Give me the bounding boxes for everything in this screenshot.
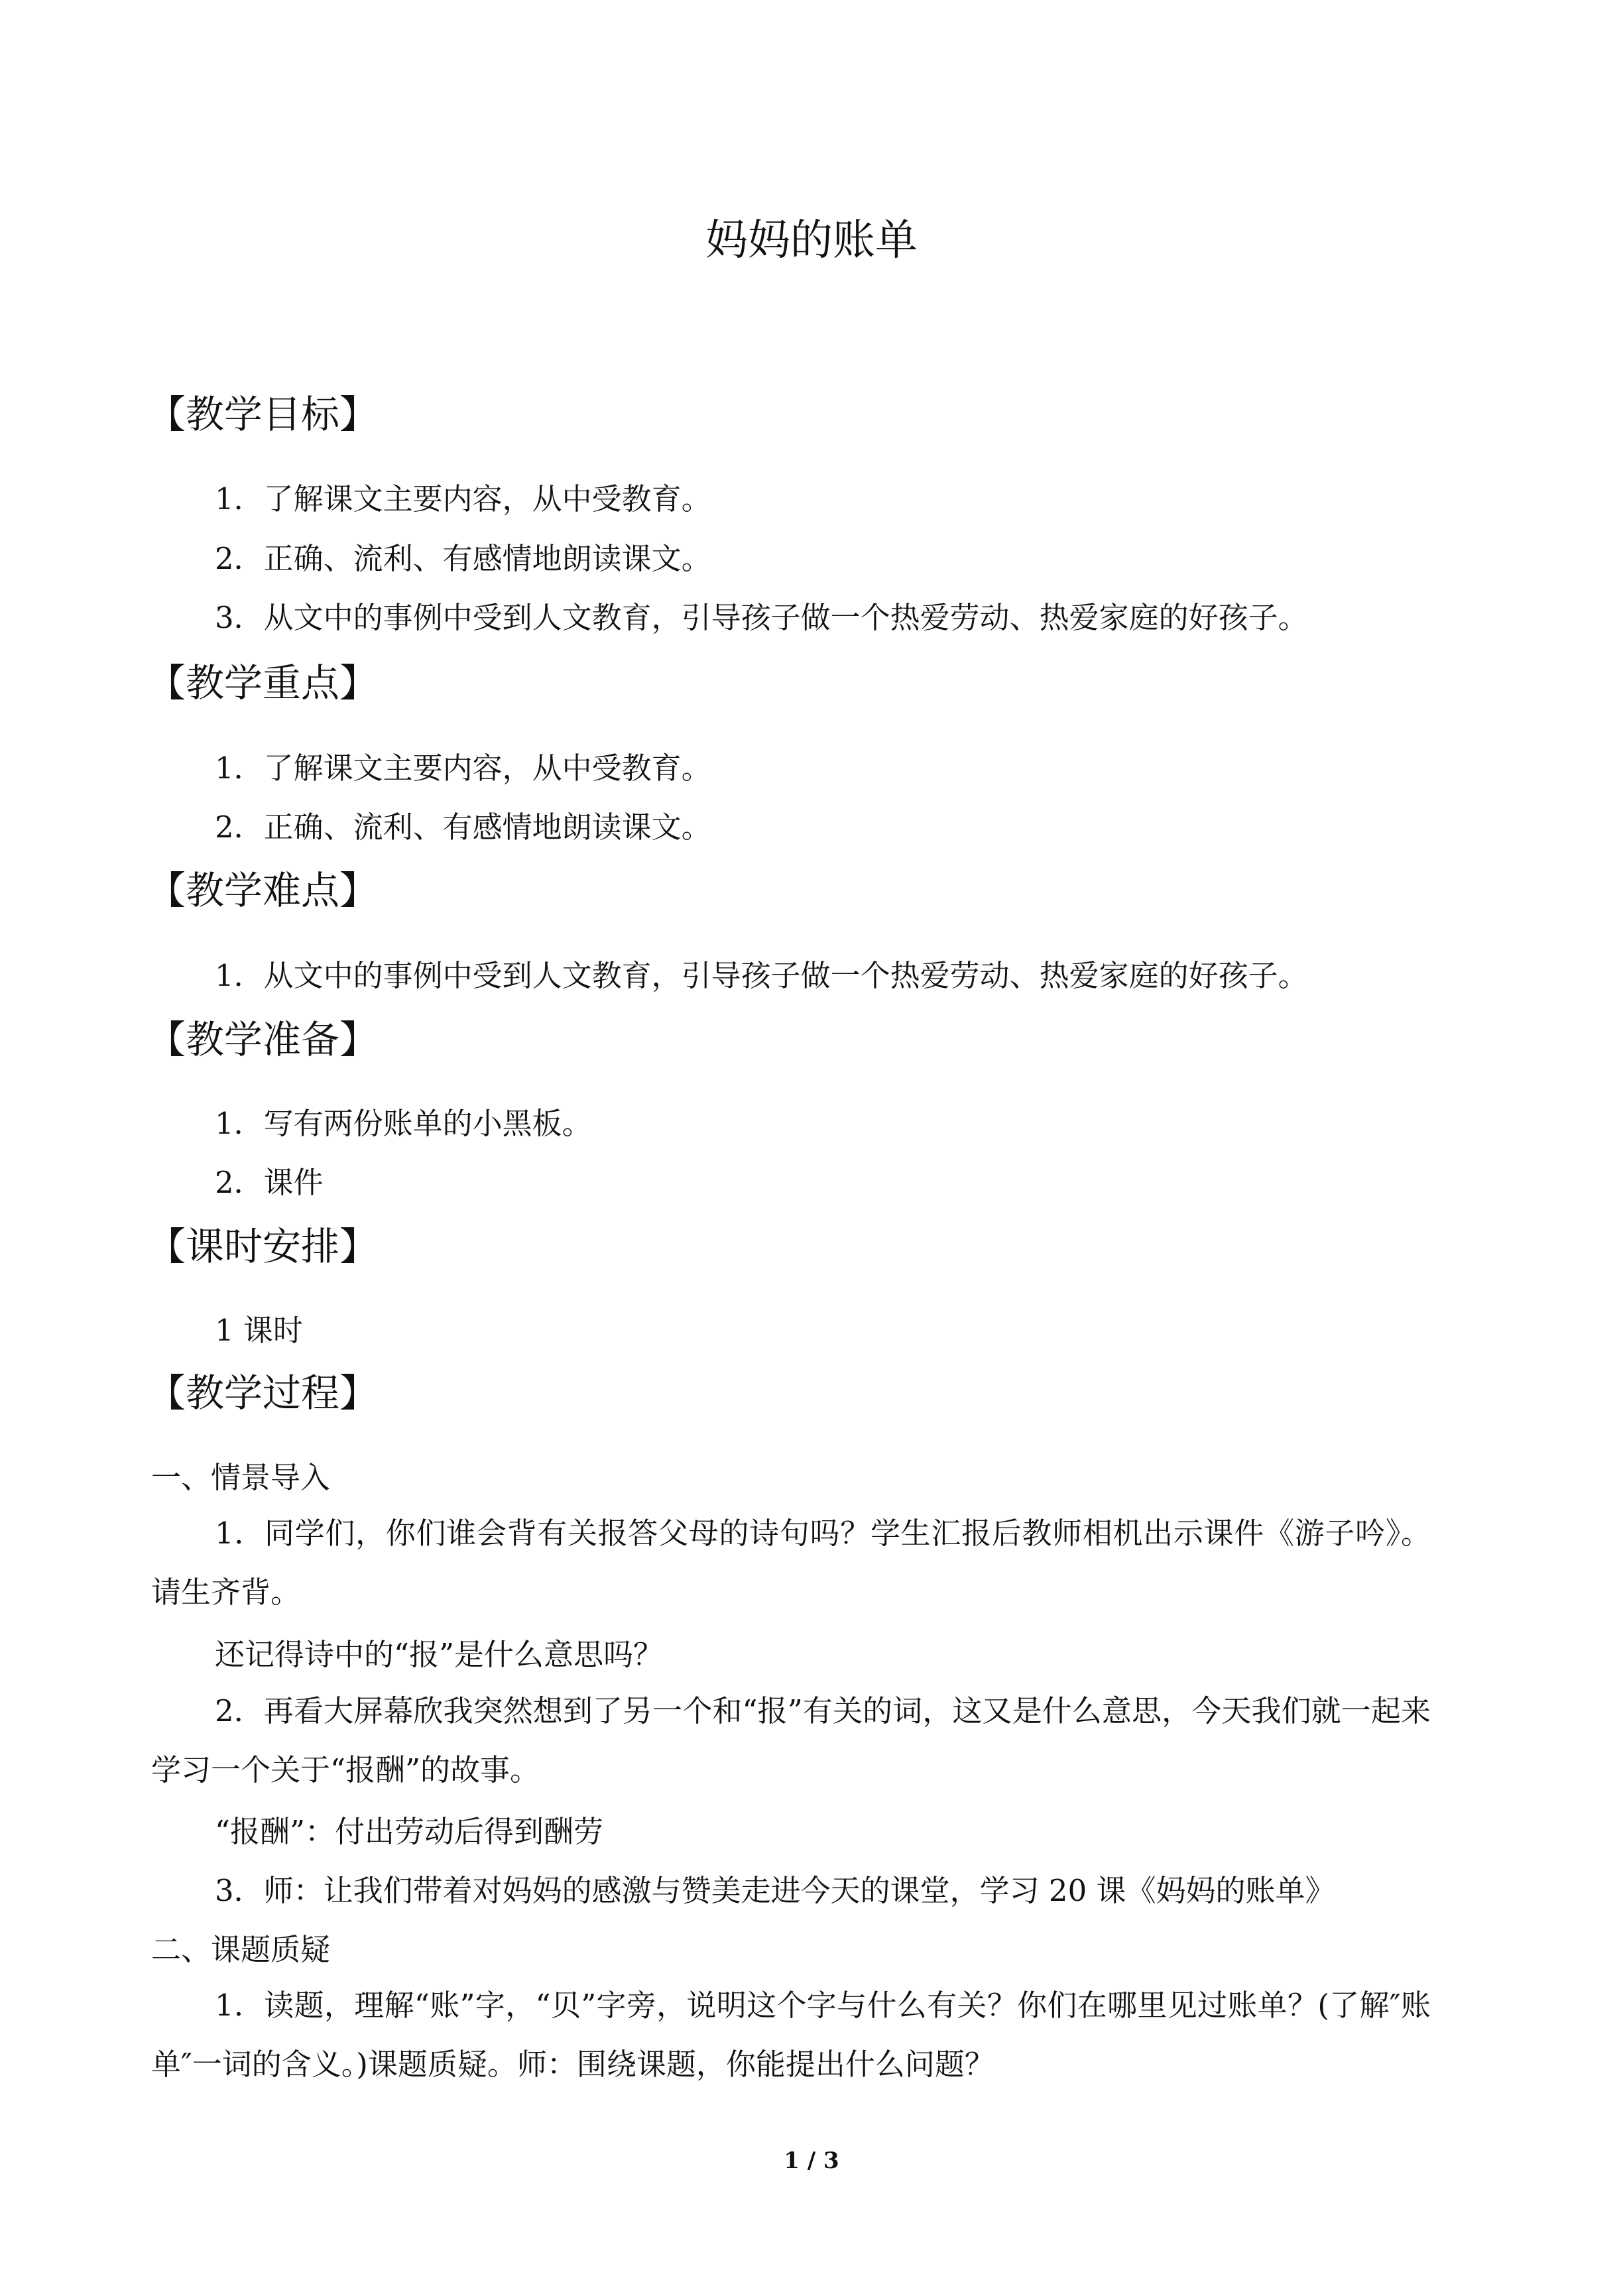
difficulties-heading: 【教学难点】 [147, 868, 379, 913]
section-title-1: 一、情景导入 [151, 1460, 331, 1495]
key-point-item-2: 2．正确、流利、有感情地朗读课文。 [215, 810, 711, 845]
preparation-item-2: 2．课件 [215, 1165, 324, 1200]
process-paragraph-6: 1．读题，理解“账”字，“贝”字旁，说明这个字与什么有关？你们在哪里见过账单？(了解″账单″一词的含义。)课题质疑。师：围绕课题，你能提出什么问题？ [151, 1988, 1431, 2082]
schedule-text: 1 课时 [215, 1313, 303, 1348]
process-paragraph-5: 3．师：让我们带着对妈妈的感激与赞美走进今天的课堂，学习 20 课《妈妈的账单》 [215, 1873, 1335, 1908]
preparation-item-1: 1．写有两份账单的小黑板。 [215, 1106, 592, 1141]
objective-item-2: 2．正确、流利、有感情地朗读课文。 [215, 541, 711, 576]
document-title: 妈妈的账单 [705, 216, 918, 265]
difficulty-item-1: 1．从文中的事例中受到人文教育，引导孩子做一个热爱劳动、热爱家庭的好孩子。 [215, 958, 1308, 993]
schedule-heading: 【课时安排】 [147, 1224, 379, 1269]
process-paragraph-3: 2．再看大屏幕欣我突然想到了另一个和“报”有关的词，这又是什么意思，今天我们就一起来学习一个关于“报酬”的故事。 [151, 1693, 1431, 1787]
key-point-item-1: 1．了解课文主要内容，从中受教育。 [215, 751, 711, 786]
objective-item-3: 3．从文中的事例中受到人文教育，引导孩子做一个热爱劳动、热爱家庭的好孩子。 [215, 600, 1308, 635]
page-number: 1 / 3 [784, 2147, 839, 2174]
process-paragraph-4: “报酬”：付出劳动后得到酬劳 [215, 1814, 604, 1849]
process-paragraph-1: 1．同学们，你们谁会背有关报答父母的诗句吗？学生汇报后教师相机出示课件《游子吟》。请生齐背。 [151, 1516, 1431, 1610]
key-points-heading: 【教学重点】 [147, 660, 379, 705]
process-paragraph-2: 还记得诗中的“报”是什么意思吗？ [215, 1637, 664, 1672]
section-title-2: 二、课题质疑 [151, 1932, 331, 1967]
preparation-heading: 【教学准备】 [147, 1017, 379, 1062]
objective-item-1: 1．了解课文主要内容，从中受教育。 [215, 481, 711, 516]
process-heading: 【教学过程】 [147, 1370, 379, 1416]
objectives-heading: 【教学目标】 [147, 392, 379, 437]
